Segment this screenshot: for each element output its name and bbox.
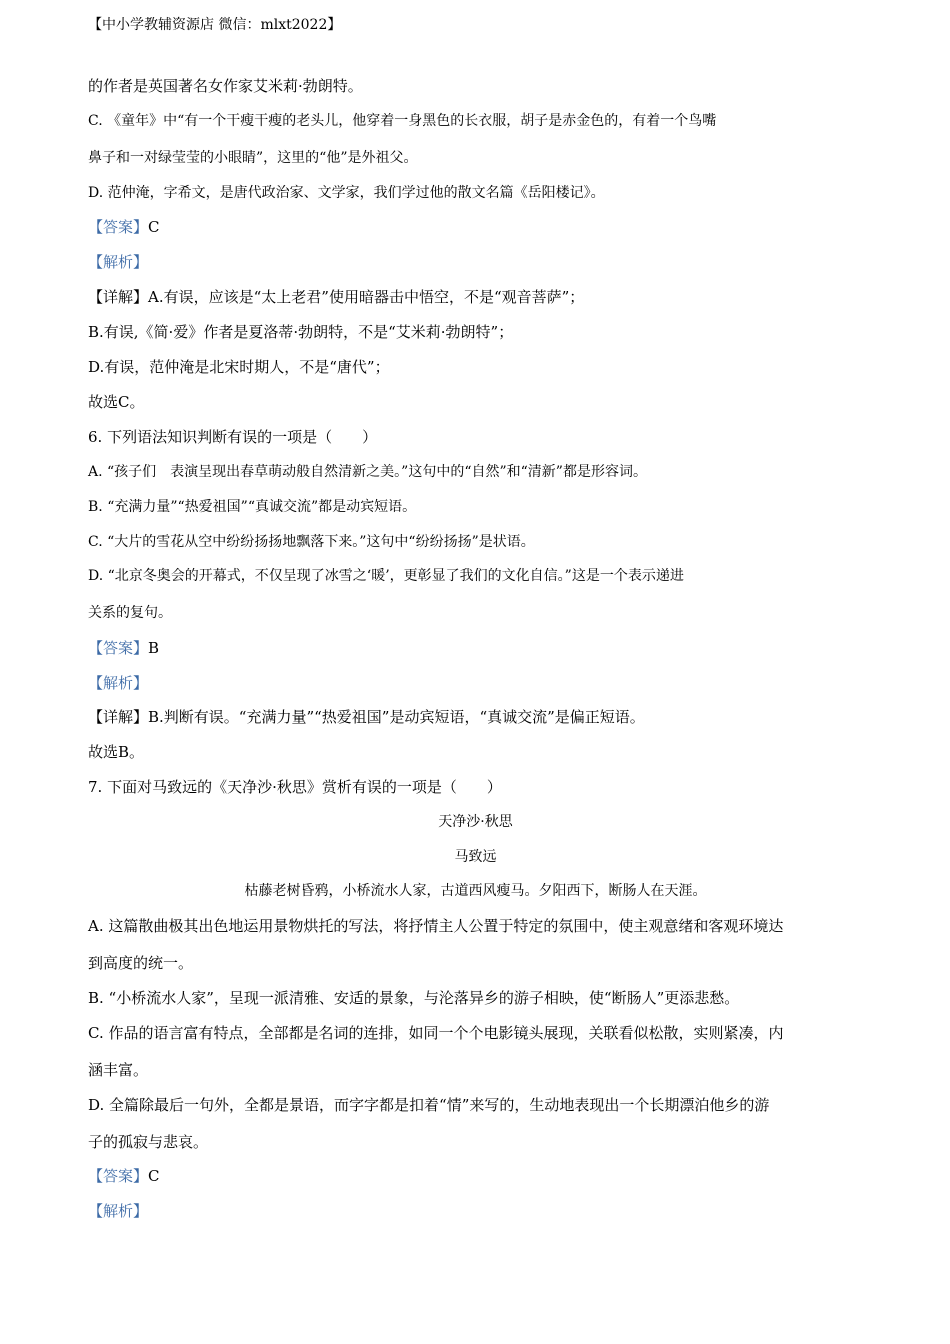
q6-option-c: C. “大片的雪花从空中纷纷扬扬地飘落下来。”这句中“纷纷扬扬”是状语。 xyxy=(88,534,535,550)
q5-analysis-tag: 【解析】 xyxy=(88,253,149,271)
answer-value: B xyxy=(148,639,160,657)
q7-option-c-cont: 涵丰富。 xyxy=(88,1061,149,1079)
q5-detail-1: 【详解】A.有误，应该是“太上老君”使用暗器击中悟空，不是“观音菩萨”； xyxy=(88,288,585,306)
poem-title: 天净沙·秋思 xyxy=(438,814,513,830)
q5-option-b-tail: 的作者是英国著名女作家艾米莉·勃朗特。 xyxy=(88,77,363,95)
q6-option-d-cont: 关系的复句。 xyxy=(88,605,172,621)
q7-option-a-cont: 到高度的统一。 xyxy=(88,954,194,972)
q7-option-c: C. 作品的语言富有特点，全部都是名词的连排，如同一个个电影镜头展现，关联看似松散，实则紧凑，内 xyxy=(88,1024,784,1042)
answer-tag: 【答案】 xyxy=(88,639,149,657)
q6-analysis-tag: 【解析】 xyxy=(88,674,149,692)
page-header: 【中小学教辅资源店 微信：mlxt2022】 xyxy=(88,17,342,33)
poem-text: 枯藤老树昏鸦，小桥流水人家，古道西风瘦马。夕阳西下，断肠人在天涯。 xyxy=(244,883,707,899)
q5-conclusion: 故选C。 xyxy=(88,393,145,411)
q7-answer xyxy=(88,1166,160,1186)
q6-option-d: D. “北京冬奥会的开幕式，不仅呈现了冰雪之‘暖’，更彰显了我们的文化自信。”这是一个表示递进 xyxy=(88,568,684,584)
answer-value: C xyxy=(148,218,160,236)
answer-tag: 【答案】 xyxy=(88,1167,149,1185)
q5-answer xyxy=(88,217,160,237)
q7-option-a: A. 这篇散曲极其出色地运用景物烘托的写法，将抒情主人公置于特定的氛围中，使主观意绪和客观环境达 xyxy=(88,917,784,935)
q7-analysis-tag: 【解析】 xyxy=(88,1202,149,1220)
q7-option-b: B. “小桥流水人家”，呈现一派清雅、安适的景象，与沦落异乡的游子相映，使“断肠人”更添悲愁。 xyxy=(88,989,740,1007)
q6-conclusion: 故选B。 xyxy=(88,743,145,761)
q5-option-c-cont: 鼻子和一对绿莹莹的小眼睛”，这里的“他”是外祖父。 xyxy=(88,150,418,166)
q6-option-a: A. “孩子们 表演呈现出春草萌动般自然清新之美。”这句中的“自然”和“清新”都是形容词。 xyxy=(88,464,647,480)
answer-tag: 【答案】 xyxy=(88,218,149,236)
q5-option-d: D. 范仲淹，字希文，是唐代政治家、文学家，我们学过他的散文名篇《岳阳楼记》。 xyxy=(88,185,605,201)
answer-value: C xyxy=(148,1167,160,1185)
poem-author: 马致远 xyxy=(454,849,497,865)
q5-option-c: C. 《童年》中“有一个干瘦干瘦的老头儿，他穿着一身黑色的长衣服，胡子是赤金色的，有着一个鸟嘴 xyxy=(88,113,717,129)
q6-answer xyxy=(88,638,159,658)
q5-detail-3: D.有误，范仲淹是北宋时期人，不是“唐代”； xyxy=(88,358,390,376)
q7-stem: 7. 下面对马致远的《天净沙·秋思》赏析有误的一项是（ ） xyxy=(88,778,502,796)
q6-option-b: B. “充满力量”“热爱祖国”“真诚交流”都是动宾短语。 xyxy=(88,499,417,515)
q7-option-d: D. 全篇除最后一句外，全都是景语，而字字都是扣着“情”来写的，生动地表现出一个长期漂泊他乡的游 xyxy=(88,1096,770,1114)
q5-detail-2: B.有误,《简·爱》作者是夏洛蒂·勃朗特，不是“艾米莉·勃朗特”； xyxy=(88,323,514,341)
q6-stem: 6. 下列语法知识判断有误的一项是（ ） xyxy=(88,428,378,446)
q6-detail: 【详解】B.判断有误。“充满力量”“热爱祖国”是动宾短语，“真诚交流”是偏正短语。 xyxy=(88,708,645,726)
q7-option-d-cont: 子的孤寂与悲哀。 xyxy=(88,1133,209,1151)
